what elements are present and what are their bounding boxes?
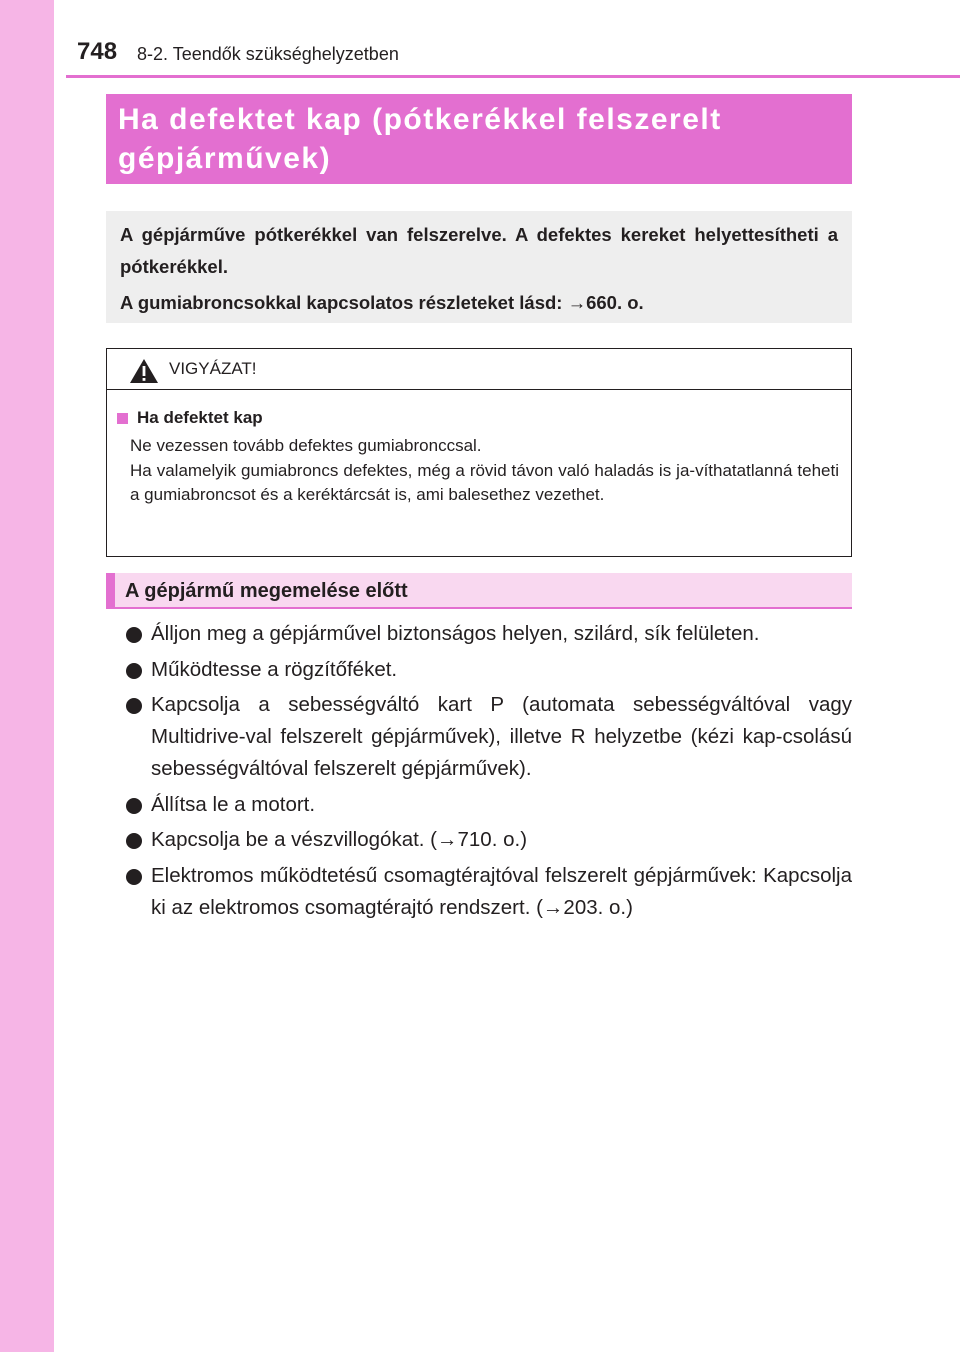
warning-subheading [117,408,839,428]
section-title: Ha defektet kap (pótkerékkel felszerelt gépjárművek) [106,94,852,184]
warning-box [106,348,852,557]
list-item-text: Álljon meg a gépjárművel biztonságos helyen, szilárd, sík felületen. [151,622,760,645]
warning-line: Ha valamelyik gumiabroncs defektes, még a rövid távon való haladás is ja-víthatatlanná teheti a gumiabroncsot és a keréktárcsát is, ami balesethez vezethet. [130,460,839,504]
intro-reference [120,287,838,319]
list-item-text: Működtesse a rögzítőféket. [151,657,398,681]
bullet-dot-icon [126,798,142,814]
warning-header [107,349,851,390]
warning-line: Ne vezessen tovább defektes gumiabronccsal. [130,436,482,455]
list-item [126,824,852,856]
square-bullet-icon [117,413,128,424]
list-item [126,789,852,821]
subsection-title: A gépjármű megemelése előtt [106,573,852,609]
intro-reference-page[interactable]: 660. o. [586,292,644,313]
header-rule [66,75,960,78]
bullet-dot-icon [126,627,142,643]
bullet-list [126,618,852,927]
arrow-icon: → [567,292,587,313]
warning-subheading-text: Ha defektet kap [137,408,263,427]
list-item [126,689,852,785]
warning-text [130,434,839,508]
list-item-text: Állítsa le a motort. [151,792,316,816]
left-margin-band [0,0,54,1352]
chapter-title: 8-2. Teendők szükséghelyzetben [137,44,399,64]
bullet-dot-icon [126,869,142,885]
bullet-dot-icon [126,663,142,679]
warning-body [107,390,851,508]
intro-text: A gépjárműve pótkerékkel van felszerelve. A defektes kereket helyettesítheti a pótkerékkel. [120,224,838,277]
bullet-dot-icon [126,833,142,849]
list-item [126,860,852,924]
page-number: 748 [77,38,118,65]
list-item-text: Elektromos működtetésű csomagtérajtóval felszerelt gépjárművek: Kapcsolja ki az elektromos csomagtérajtó rendszert. (→203. o.) [151,863,852,919]
intro-reference-prefix: A gumiabroncsokkal kapcsolatos részleteket lásd: [120,292,568,313]
list-item [126,654,852,686]
warning-label: VIGYÁZAT! [169,359,257,378]
list-item-text: Kapcsolja be a vészvillogókat. (→710. o.) [151,828,528,851]
list-item [126,618,852,650]
warning-triangle-icon [129,358,159,384]
bullet-dot-icon [126,698,142,714]
list-item-text: Kapcsolja a sebességváltó kart P (automata sebességváltóval vagy Multidrive-val felszerelt gépjárművek), illetve R helyzetbe (kézi kap-csolású sebességváltóval felszerelt gépjárművek). [151,693,852,780]
intro-box [106,211,852,323]
